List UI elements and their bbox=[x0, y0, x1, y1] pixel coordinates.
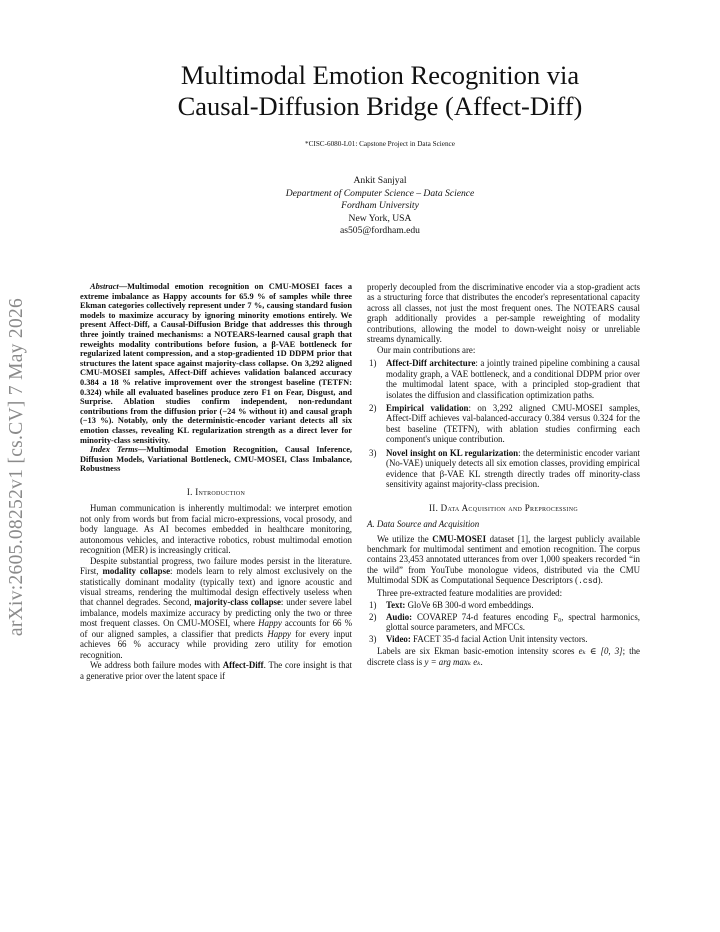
section-heading-introduction: I. Introduction bbox=[186, 486, 246, 497]
contribution-item-text: : a jointly trained pipeline combining a causal modality graph, a VAE bottleneck, and a conditional DDPM prior over the multimodal latent space, with a principled stop-gradient that isolates the diffusion and classification optimization paths. bbox=[386, 358, 640, 400]
feature-item-number: 2) bbox=[369, 611, 377, 622]
contribution-item-text: : the deterministic encoder variant (No-VAE) uniquely detects all six emotion classes, providing empirical evidence that β-VAE KL strength directly trades off minority-class sensitivity against majority-class precision. bbox=[386, 447, 640, 490]
left-column bbox=[80, 282, 352, 681]
term-majority-class-collapse: majority-class collapse bbox=[194, 597, 281, 608]
contribution-item bbox=[367, 403, 640, 445]
feature-item-text: FACET 35-d facial Action Unit intensity vectors. bbox=[410, 633, 588, 644]
title-line-2: Causal-Diffusion Bridge (Affect-Diff) bbox=[177, 91, 583, 121]
feature-modalities-list bbox=[367, 600, 640, 644]
contribution-item-number: 2) bbox=[369, 402, 377, 413]
subsection-heading-data-source: A. Data Source and Acquisition bbox=[367, 519, 480, 530]
author-department: Department of Computer Science – Data Science bbox=[285, 187, 475, 199]
intro-paragraph-3-continued bbox=[367, 282, 640, 345]
intro-paragraph-1: Human communication is inherently multimodal: we interpret emotion not only from words but from facial micro-expressions, vocal prosody, and body language. As AI becomes embedded in healthcare monitoring, autonomous vehicles, and interactive robotics, robust multimodal emotion recognition (MER) is increasingly critical. bbox=[80, 503, 352, 556]
feature-item-title: Video: bbox=[386, 633, 411, 644]
contributions-intro: Our main contributions are: bbox=[377, 344, 476, 355]
index-terms-text: —Multimodal Emotion Recognition, Causal Inference, Diffusion Models, Variational Bottleneck, CMU-MOSEI, Class Imbalance, Robustness bbox=[80, 445, 353, 474]
term-modality-collapse: modality collapse bbox=[102, 566, 171, 577]
intro-paragraph-3-text-start: . The core insight is that a generative prior over the latent space if bbox=[80, 660, 352, 681]
contribution-item-number: 1) bbox=[369, 358, 377, 369]
abstract bbox=[80, 282, 352, 445]
arxiv-stamp-text: arXiv:2605.08252v1 [cs.CV] 7 May 2026 bbox=[6, 297, 28, 637]
feature-item-text: GloVe 6B 300-d word embeddings. bbox=[405, 600, 534, 611]
title-line-1: Multimodal Emotion Recognition via bbox=[180, 60, 580, 90]
feature-item-title: Text: bbox=[386, 600, 406, 611]
class-argmax-math: y = arg maxₖ eₖ bbox=[424, 656, 481, 667]
intro-paragraph-3: We address both failure modes with Affect-Diff. The core insight is that a generative prior over the latent space if bbox=[80, 660, 352, 681]
author-email[interactable]: as505@fordham.edu bbox=[340, 225, 420, 237]
feature-item bbox=[367, 634, 640, 644]
contribution-item-title: Empirical validation bbox=[386, 402, 469, 413]
feature-item-number: 3) bbox=[369, 633, 377, 644]
index-terms bbox=[80, 445, 352, 474]
author-university: Fordham University bbox=[341, 200, 419, 212]
contribution-item-title: Novel insight on KL regularization bbox=[386, 447, 519, 458]
data-paragraph-1: We utilize the CMU-MOSEI dataset [1], the largest publicly available benchmark for multimodal sentiment and emotion recognition. The corpus contains 23,453 annotated utterances from over 1,000 speakers recorded “in the wild” from YouTube monologue videos, distributed via the CMU Multimodal SDK as Computational Sequence Descriptors (.csd). bbox=[367, 533, 640, 587]
feature-item-text: COVAREP 74-d features encoding F₀, spectral harmonics, glottal source parameters, and MFCCs. bbox=[386, 611, 640, 633]
author-block bbox=[100, 175, 660, 238]
feature-item bbox=[367, 600, 640, 610]
feature-item-title: Audio: bbox=[386, 611, 413, 622]
data-paragraph-2: Three pre-extracted feature modalities are provided: bbox=[377, 587, 563, 598]
paper-title bbox=[100, 60, 660, 122]
contributions-list bbox=[367, 358, 640, 489]
intro-paragraph-2: Despite substantial progress, two failure modes persist in the literature. First, modality collapse: models learn to rely almost exclusively on the statistically dominant modality (typically text) and ignore acoustic and visual streams, rendering the multimodal design effectively useless when that channel degrades. Second, majority-class collapse: under severe label imbalance, models maximize accuracy by predicting only the two or three most frequent classes. On CMU-MOSEI, where Happy accounts for 66 % of our aligned samples, a classifier that predicts Happy for every input achieves 66 % accuracy while providing zero utility for emotion recognition. bbox=[80, 555, 353, 660]
csd-extension: .csd bbox=[578, 577, 598, 587]
abstract-lead: Abstract bbox=[90, 282, 119, 291]
label-range-math: eₖ ∈ [0, 3] bbox=[578, 646, 623, 657]
term-cmu-mosei: CMU-MOSEI bbox=[432, 533, 487, 544]
author-location: New York, USA bbox=[348, 212, 412, 224]
feature-item bbox=[367, 612, 640, 633]
title-footnote: *CISC-6080-L01: Capstone Project in Data Science bbox=[305, 140, 455, 148]
contribution-item bbox=[367, 358, 640, 400]
contribution-item-number: 3) bbox=[369, 447, 377, 458]
right-column bbox=[367, 282, 640, 667]
feature-item-number: 1) bbox=[369, 600, 377, 611]
term-affect-diff: Affect-Diff bbox=[222, 660, 264, 671]
intro-paragraph-3-text-end: properly decoupled from the discriminative encoder via a stop-gradient acts as a structuring force that distributes the encoder's representational capacity across all classes, not just the most frequent ones. The NOTEARS causal graph additionally provides a per-sample reweighting of modality contributions, allowing the model to down-weight noisy or unreliable streams dynamically. bbox=[367, 282, 640, 345]
arxiv-stamp bbox=[2, 262, 32, 672]
data-paragraph-3: Labels are six Ekman basic-emotion intensity scores eₖ ∈ [0, 3]; the discrete class is y = arg maxₖ eₖ. bbox=[367, 646, 641, 667]
author-name: Ankit Sanjyal bbox=[353, 175, 407, 186]
abstract-text: —Multimodal emotion recognition on CMU-MOSEI faces a extreme imbalance as Happy accounts for 65.9 % of samples while three Ekman categories collectively represent under 7 %, causing standard fusion models to maximize accuracy by ignoring minority emotions entirely. We present Affect-Diff, a Causal-Diffusion Bridge that addresses this through three jointly trained mechanisms: a NOTEARS-learned causal graph that reweights modality contributions before fusion, a β-VAE bottleneck for regularized latent compression, and a stop-gradiented 1D DDPM prior that structures the latent space against majority-class collapse. On 3,292 aligned CMU-MOSEI samples, Affect-Diff achieves validation balanced accuracy 0.384 a 18 % relative improvement over the strongest baseline (TETFN: 0.324) while all evaluated baselines produce zero F1 on Fear, Disgust, and Surprise. Ablation studies confirm independent, non-redundant contributions from the diffusion prior (−24 % without it) and causal graph (−13 %). Notably, only the deterministic-encoder variant detects all six emotion classes, revealing KL regularization strength as a direct lever for minority-class sensitivity. bbox=[80, 282, 352, 445]
contribution-item-text: : on 3,292 aligned CMU-MOSEI samples, Affect-Diff achieves val-balanced-accuracy 0.384 versus 0.324 for the best baseline (TETFN), with ablation studies confirming each component's unique contribution. bbox=[386, 402, 640, 445]
section-heading-data: II. Data Acquisition and Preprocessing bbox=[428, 502, 578, 513]
contribution-item-title: Affect-Diff architecture bbox=[386, 358, 476, 369]
index-terms-lead: Index Terms bbox=[90, 445, 138, 455]
contribution-item bbox=[367, 448, 640, 490]
